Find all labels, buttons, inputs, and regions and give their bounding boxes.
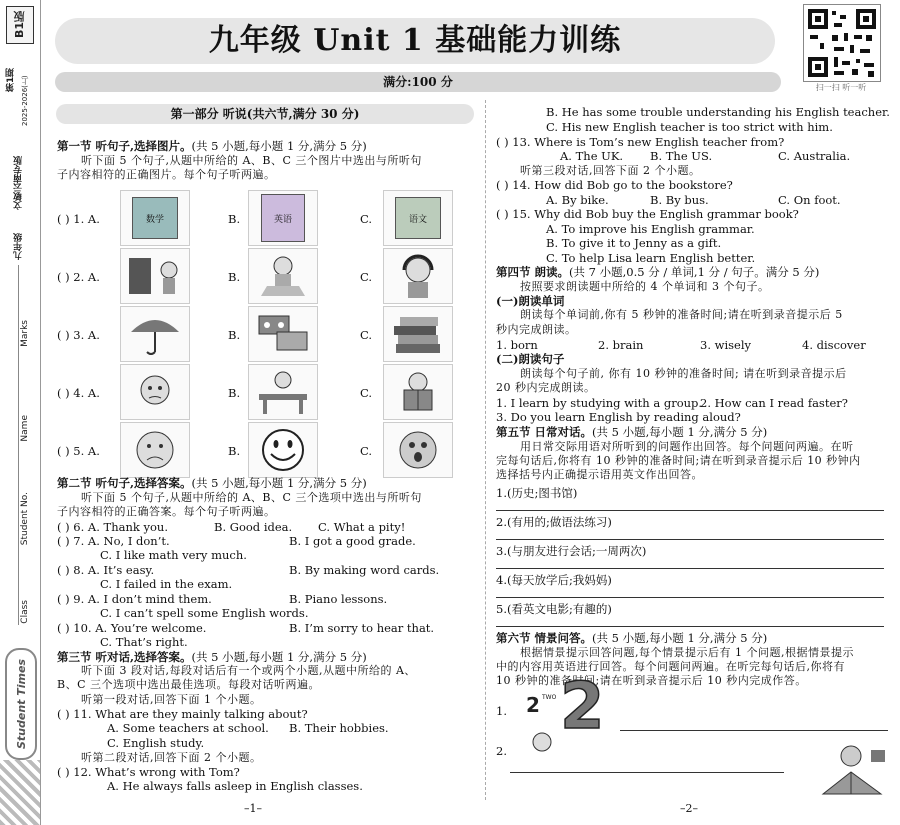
- side-rule: [18, 265, 19, 625]
- scenario-2-number: 2.: [496, 744, 507, 758]
- word-1: 1. born: [496, 338, 538, 352]
- sentence-2: 2. How can I read faster?: [700, 396, 848, 410]
- q10-option-a: ( ) 10. A. You’re welcome.: [57, 621, 207, 635]
- q12-question: ( ) 12. What’s wrong with Tom?: [57, 765, 240, 779]
- section-2-title: 第二节 听句子,选择答案。: [57, 476, 192, 490]
- section-1-title: 第一节 听句子,选择图片。: [57, 139, 192, 153]
- q12-option-b: B. He has some trouble understanding his English teacher.: [546, 105, 890, 119]
- q15-option-b: B. To give it to Jenny as a gift.: [546, 236, 722, 250]
- dialogue-prompt-5: 5.(看英文电影;有趣的): [496, 602, 612, 616]
- page-number-2: –2–: [680, 802, 698, 815]
- option-b-label: B.: [228, 444, 241, 458]
- smiley-face-picture: [248, 422, 318, 478]
- section-3-instruction: 听下面 3 段对话,每段对话后有一个或两个小题,从题中所给的 A、: [81, 664, 416, 677]
- section-4-rule: (共 7 小题,0.5 分 / 单词,1 分 / 句子。满分 5 分): [569, 265, 820, 279]
- read-sentences-heading: (二)朗读句子: [496, 352, 565, 366]
- read-sentences-instruction: 20 秒内完成朗读。: [496, 381, 596, 394]
- part-title: 第一部分 听说(共六节,满分 30 分): [170, 107, 360, 121]
- side-band: [0, 0, 41, 825]
- q6-option-c: C. What a pity!: [318, 520, 406, 534]
- cassette-tapes-picture: [248, 306, 318, 362]
- q6-option-b: B. Good idea.: [214, 520, 293, 534]
- math-book-picture: [120, 190, 190, 246]
- section-2-instruction: 子内容相符的正确答案。每个句子听两遍。: [57, 505, 276, 518]
- word-2: 2. brain: [598, 338, 644, 352]
- q14-option-a: A. By bike.: [546, 193, 609, 207]
- sentence-3: 3. Do you learn English by reading aloud?: [496, 410, 741, 424]
- umbrella-picture: [120, 306, 190, 362]
- q11-option-a: A. Some teachers at school.: [107, 721, 269, 735]
- option-c-label: C.: [360, 386, 373, 400]
- option-c-label: C.: [360, 212, 373, 226]
- read-words-instruction: 朗读每个单词前,你有 5 秒钟的准备时间;请在听到录音提示后 5: [520, 308, 843, 321]
- section-5-rule: (共 5 小题,每小题 1 分,满分 5 分): [592, 425, 768, 439]
- sentence-1: 1. I learn by studying with a group.: [496, 396, 703, 410]
- dialogue-prompt-2: 2.(有用的;做语法练习): [496, 515, 612, 529]
- section-1-rule: (共 5 小题,每小题 1 分,满分 5 分): [191, 139, 367, 153]
- page-title: 九年级 Unit 1 基础能力训练: [208, 23, 622, 58]
- thinking-child-picture: [120, 364, 190, 420]
- q11-option-c: C. English study.: [107, 736, 205, 750]
- section-5-instruction: 选择括号内正确提示语用英文作出回答。: [496, 468, 703, 481]
- answer-line-2[interactable]: [496, 539, 884, 540]
- section-4-title: 第四节 朗读。: [496, 265, 570, 279]
- qr-code: [803, 4, 881, 82]
- q14-question: ( ) 14. How did Bob go to the bookstore?: [496, 178, 733, 192]
- field-student-no: Student No.: [20, 492, 30, 546]
- english-book-picture: [248, 190, 318, 246]
- child-reading-book-picture: [815, 742, 889, 798]
- section-1-heading: [57, 139, 367, 153]
- dialogue-2-instruction: 听第二段对话,回答下面 2 个小题。: [81, 751, 262, 764]
- edition-box: [6, 6, 34, 44]
- q8-option-a: ( ) 8. A. It’s easy.: [57, 563, 155, 577]
- issue-label: 第1期: [6, 67, 16, 92]
- answer-line-5[interactable]: [496, 626, 884, 627]
- page-number-1: –1–: [244, 802, 262, 815]
- girl-drawing-picture: [248, 248, 318, 304]
- girl-at-desk-picture: [248, 364, 318, 420]
- section-1-instruction: 子内容相符的正确图片。每个句子听两遍。: [57, 168, 276, 181]
- section-3-title: 第三节 听对话,选择答案。: [57, 650, 192, 664]
- q10-option-b: B. I’m sorry to hear that.: [289, 621, 435, 635]
- svg-text:2: 2: [560, 670, 605, 744]
- q10-option-c: C. That’s right.: [100, 635, 188, 649]
- number-two-picture: [520, 670, 605, 758]
- english-book-cover: 英语: [261, 194, 305, 242]
- q14-option-b: B. By bus.: [650, 193, 709, 207]
- field-class: Class: [20, 600, 30, 624]
- q14-option-c: C. On foot.: [778, 193, 841, 207]
- qr-caption: 扫一扫 听一听: [815, 83, 867, 92]
- read-sentences-instruction: 朗读每个句子前, 你有 10 秒钟的准备时间; 请在听到录音提示后: [520, 367, 847, 380]
- section-5-instruction: 完每句话后,你将有 10 秒钟的准备时间;请在听到录音提示后 10 秒钟内: [496, 454, 861, 467]
- surprised-face-picture: [383, 422, 453, 478]
- q9-option-b: B. Piano lessons.: [289, 592, 388, 606]
- answer-line-4[interactable]: [496, 597, 884, 598]
- q12-option-c: C. His new English teacher is too strict with him.: [546, 120, 833, 134]
- q15-question: ( ) 15. Why did Bob buy the English grammar book?: [496, 207, 799, 221]
- read-words-heading: (一)朗读单词: [496, 294, 565, 308]
- sad-face-picture: [120, 422, 190, 478]
- field-marks: Marks: [20, 320, 30, 347]
- section-5-instruction: 用日常交际用语对所听到的问题作出回答。每个问题问两遍。在听: [520, 440, 854, 453]
- q6-option-a: ( ) 6. A. Thank you.: [57, 520, 168, 534]
- q9-option-a: ( ) 9. A. I don’t mind them.: [57, 592, 212, 606]
- girl-headphones-picture: [383, 248, 453, 304]
- edition-label: B1版: [13, 11, 26, 39]
- option-c-label: C.: [360, 270, 373, 284]
- q15-option-a: A. To improve his English grammar.: [546, 222, 755, 236]
- option-b-label: B.: [228, 270, 241, 284]
- section-3-heading: [57, 650, 367, 664]
- option-b-label: B.: [228, 328, 241, 342]
- option-b-label: B.: [228, 386, 241, 400]
- section-3-rule: (共 5 小题,每小题 1 分,满分 5 分): [191, 650, 367, 664]
- boy-reading-picture: [383, 364, 453, 420]
- section-6-instruction: 10 秒钟的准备时间;请在听到录音提示后 10 秒内完成作答。: [496, 674, 807, 687]
- q7-option-b: B. I got a good grade.: [289, 534, 416, 548]
- section-5-title: 第五节 日常对话。: [496, 425, 593, 439]
- two-caption: TWO: [542, 694, 557, 701]
- child-at-mirror-picture: [120, 248, 190, 304]
- answer-line-3[interactable]: [496, 568, 884, 569]
- word-3: 3. wisely: [700, 338, 752, 352]
- scenario-1-number: 1.: [496, 704, 507, 718]
- option-c-label: C.: [360, 444, 373, 458]
- option-b-label: B.: [228, 212, 241, 226]
- question-number: ( ) 5. A.: [57, 444, 100, 458]
- scenario-answer-line-1[interactable]: [620, 730, 888, 731]
- q11-question: ( ) 11. What are they mainly talking about?: [57, 707, 308, 721]
- section-2-instruction: 听下面 5 个句子,从题中所给的 A、B、C 三个选项中选出与所听句: [81, 491, 422, 504]
- question-number: ( ) 1. A.: [57, 212, 100, 226]
- chinese-book-picture: [383, 190, 453, 246]
- question-number: ( ) 2. A.: [57, 270, 100, 284]
- answer-line-1[interactable]: [496, 510, 884, 511]
- question-number: ( ) 3. A.: [57, 328, 100, 342]
- section-2-rule: (共 5 小题,每小题 1 分,满分 5 分): [191, 476, 367, 490]
- q15-option-c: C. To help Lisa learn English better.: [546, 251, 756, 265]
- year-label: 2025-2026(上): [21, 75, 29, 126]
- q11-option-b: B. Their hobbies.: [289, 721, 389, 735]
- book-stack-picture: [383, 306, 453, 362]
- q8-option-b: B. By making word cards.: [289, 563, 440, 577]
- q13-option-c: C. Australia.: [778, 149, 851, 163]
- question-number: ( ) 4. A.: [57, 386, 100, 400]
- dialogue-prompt-3: 3.(与朋友进行会话;一周两次): [496, 544, 647, 558]
- dialogue-prompt-4: 4.(每天放学后;我妈妈): [496, 573, 612, 587]
- section-1-instruction: 听下面 5 个句子,从题中所给的 A、B、C 三个图片中选出与所听句: [81, 154, 422, 167]
- logo: [5, 648, 37, 760]
- column-divider: [485, 100, 486, 800]
- q8-option-c: C. I failed in the exam.: [100, 577, 233, 591]
- section-5-heading: [496, 425, 767, 439]
- section-4-heading: [496, 265, 819, 279]
- q9-option-c: C. I can’t spell some English words.: [100, 606, 309, 620]
- read-words-instruction: 秒内完成朗读。: [496, 323, 577, 336]
- option-c-label: C.: [360, 328, 373, 342]
- section-6-rule: (共 5 小题,每小题 1 分,满分 5 分): [592, 631, 768, 645]
- dialogue-prompt-1: 1.(历史;图书馆): [496, 486, 578, 500]
- svg-text:2: 2: [526, 693, 540, 717]
- section-6-title: 第六节 情景问答。: [496, 631, 593, 645]
- field-name: Name: [20, 415, 30, 442]
- q7-option-c: C. I like math very much.: [100, 548, 247, 562]
- q13-option-b: B. The US.: [650, 149, 713, 163]
- checker-pattern: [0, 760, 40, 825]
- grade-label: 九年级: [14, 233, 24, 260]
- logo-text: Student Times: [14, 658, 28, 749]
- q13-question: ( ) 13. Where is Tom’s new English teacher from?: [496, 135, 785, 149]
- version-label: 文敏云南专版: [14, 156, 24, 210]
- section-4-instruction: 按照要求朗读题中所给的 4 个单词和 3 个句子。: [520, 280, 770, 293]
- full-score: 满分:100 分: [383, 75, 453, 89]
- section-2-heading: [57, 476, 367, 490]
- math-book-cover: 数学: [132, 197, 178, 239]
- section-6-instruction: 中的内容用英语进行回答。每个问题问两遍。在听完每句话后,你将有: [496, 660, 845, 673]
- section-6-instruction: 根据情景提示回答问题,每个情景提示后有 1 个问题,根据情景提示: [520, 646, 854, 659]
- chinese-book-cover: 语文: [395, 197, 441, 239]
- q13-option-a: A. The UK.: [560, 149, 624, 163]
- q7-option-a: ( ) 7. A. No, I don’t.: [57, 534, 170, 548]
- section-3-instruction: B、C 三个选项中选出最佳选项。每段对话听两遍。: [57, 678, 320, 691]
- dialogue-1-instruction: 听第一段对话,回答下面 1 个小题。: [81, 693, 262, 706]
- scenario-answer-line-2[interactable]: [510, 772, 784, 773]
- section-6-heading: [496, 631, 767, 645]
- word-4: 4. discover: [802, 338, 866, 352]
- dialogue-3-instruction: 听第三段对话,回答下面 2 个小题。: [520, 164, 701, 177]
- q12-option-a: A. He always falls asleep in English classes.: [107, 779, 363, 793]
